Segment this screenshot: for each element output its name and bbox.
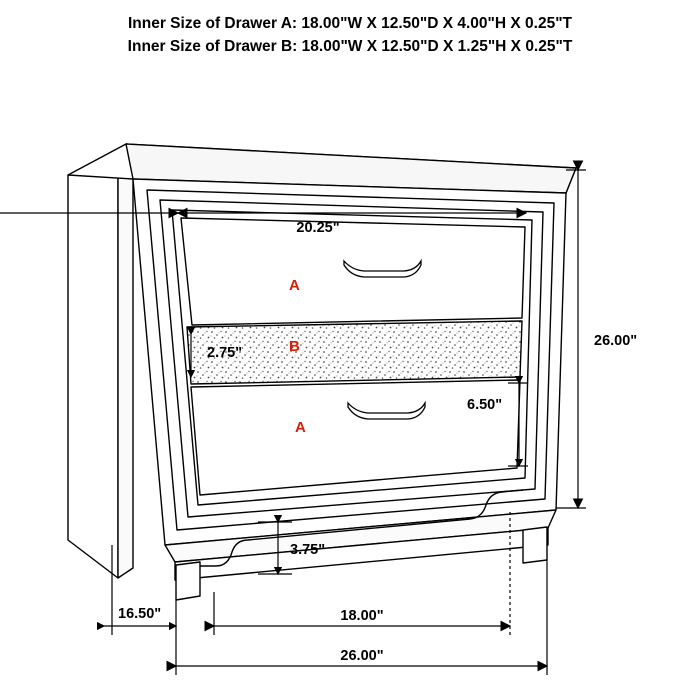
- dim-inner-width: 18.00": [340, 608, 384, 624]
- label-drawer-a-bottom: A: [295, 419, 306, 436]
- dim-drawer-b-height: 2.75": [207, 345, 243, 361]
- dim-depth: 16.50": [118, 606, 162, 622]
- label-drawer-a-top: A: [289, 277, 300, 294]
- label-drawer-b: B: [289, 338, 300, 355]
- dim-overall-height: 26.00": [594, 333, 638, 349]
- drawer-a-spec: Inner Size of Drawer A: 18.00"W X 12.50"D X 4.00"H X 0.25"T: [127, 15, 573, 32]
- dim-leg-height: 3.75": [290, 542, 326, 558]
- dim-drawer-a-height: 6.50": [467, 397, 503, 413]
- dim-top-width: 20.25": [296, 220, 340, 236]
- dim-overall-width: 26.00": [340, 648, 384, 664]
- drawer-b-spec: Inner Size of Drawer B: 18.00"W X 12.50"D X 1.25"H X 0.25"T: [127, 38, 573, 55]
